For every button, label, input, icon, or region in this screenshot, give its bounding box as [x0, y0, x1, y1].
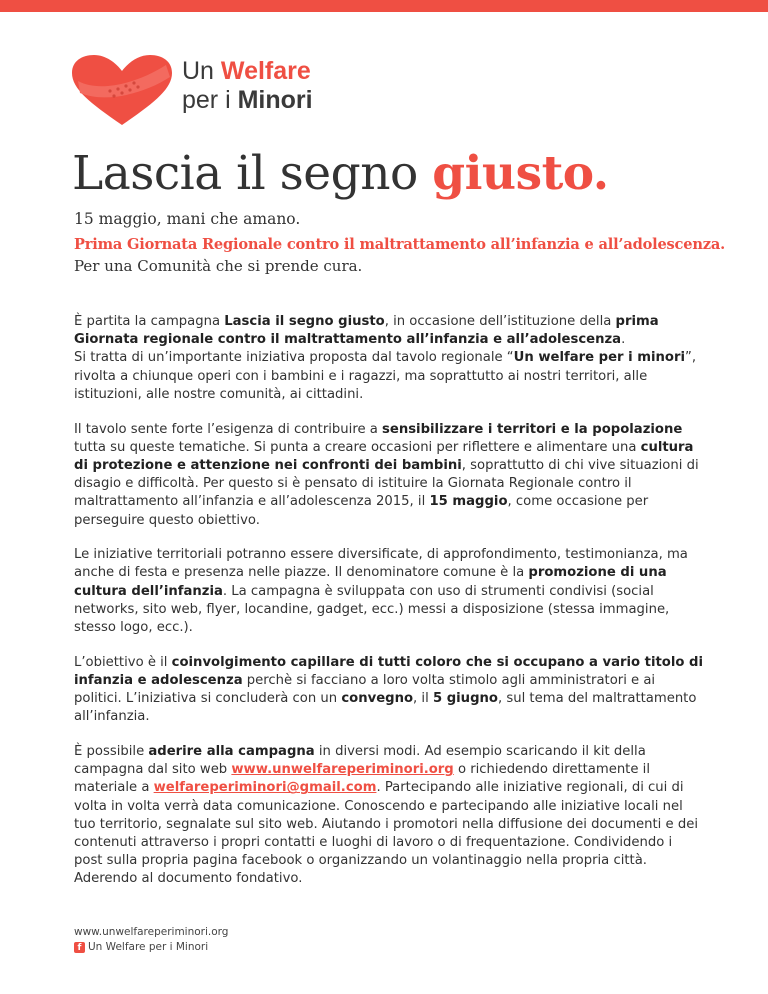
paragraph-3: Le iniziative territoriali potranno essere diversificate, di approfondimento, testimonianza, ma anche di festa e presenza nelle piazze. Il denominatore comune è la promozione di una cultura dell’infanzia. La campagna è sviluppata con uso di strumenti condivisi (social networks, sito web, flyer, locandine, gadget, ecc.) messi a disposizione (stessa immagine, stesso logo, ecc.).	[74, 547, 688, 636]
top-accent-bar	[0, 0, 768, 12]
footer-facebook[interactable]	[74, 940, 228, 955]
paragraph-2: Il tavolo sente forte l’esigenza di contribuire a sensibilizzare i territori e la popolazione tutta su queste tematiche. Si punta a creare occasioni per riflettere e alimentare una cultura di protezione e attenzione nei confronti dei bambini, soprattutto di chi vive situazioni di disagio e difficoltà. Per questo si è pensato di istituire la Giornata Regionale contro il maltrattamento all’infanzia e all’adolescenza 2015, il 15 maggio, come occasione per perseguire questo obiettivo.	[74, 421, 699, 528]
facebook-icon: f	[74, 942, 85, 953]
logo-line-1: Un Welfare	[182, 57, 311, 85]
subtitle-date: 15 maggio, mani che amano.	[74, 210, 301, 228]
subtitle-tagline: Per una Comunità che si prende cura.	[74, 257, 363, 275]
email-link[interactable]: welfareperiminori@gmail.com	[153, 780, 377, 796]
paragraph-5: È possibile aderire alla campagna in diversi modi. Ad esempio scaricando il kit della campagna dal sito web www.unwelfareperiminori.org o richiedendo direttamente il materiale a welfareperiminori@gmail.com. Partecipando alle iniziative regionali, di cui di volta in volta verrà data comunicazione. Conoscendo e partecipando alle iniziative locali nel tuo territorio, segnalate sul sito web. Aiutando i promotori nella diffusione dei documenti e dei contenuti attraverso i propri contatti e luoghi di lavoro o di frequentazione. Condividendo i post sulla propria pagina facebook o organizzando un volantinaggio nella propria città. Aderendo al documento fondativo.	[74, 744, 698, 887]
logo-line-2: per i Minori	[182, 86, 313, 114]
paragraph-4: L’obiettivo è il coinvolgimento capillare di tutti coloro che si occupano a vario titolo di infanzia e adolescenza perchè si facciano a loro volta stimolo agli amministratori e ai politici. L’iniziativa si concluderà con un convegno, il 5 giugno, sul tema del maltrattamento all’infanzia.	[74, 654, 703, 725]
heart-bandage-icon	[70, 55, 175, 127]
footer-website[interactable]: www.unwelfareperiminori.org	[74, 926, 229, 938]
page-title: Lascia il segno giusto.	[72, 146, 609, 201]
footer-facebook-label: Un Welfare per i Minori	[88, 941, 209, 953]
body-text	[74, 313, 704, 905]
footer	[74, 925, 228, 955]
logo[interactable]	[70, 55, 330, 125]
paragraph-1: È partita la campagna Lascia il segno giusto, in occasione dell’istituzione della prima Giornata regionale contro il maltrattamento all’infanzia e all’adolescenza. Si tratta di un’importante iniziativa proposta dal tavolo regionale “Un welfare per i minori”, rivolta a chiunque operi con i bambini e i ragazzi, ma soprattutto ai nostri territori, alle istituzioni, alle nostre comunità, ai cittadini.	[74, 314, 697, 402]
subtitle-event: Prima Giornata Regionale contro il maltrattamento all’infanzia e all’adolescenza.	[74, 236, 725, 253]
website-link[interactable]: www.unwelfareperiminori.org	[231, 762, 454, 778]
